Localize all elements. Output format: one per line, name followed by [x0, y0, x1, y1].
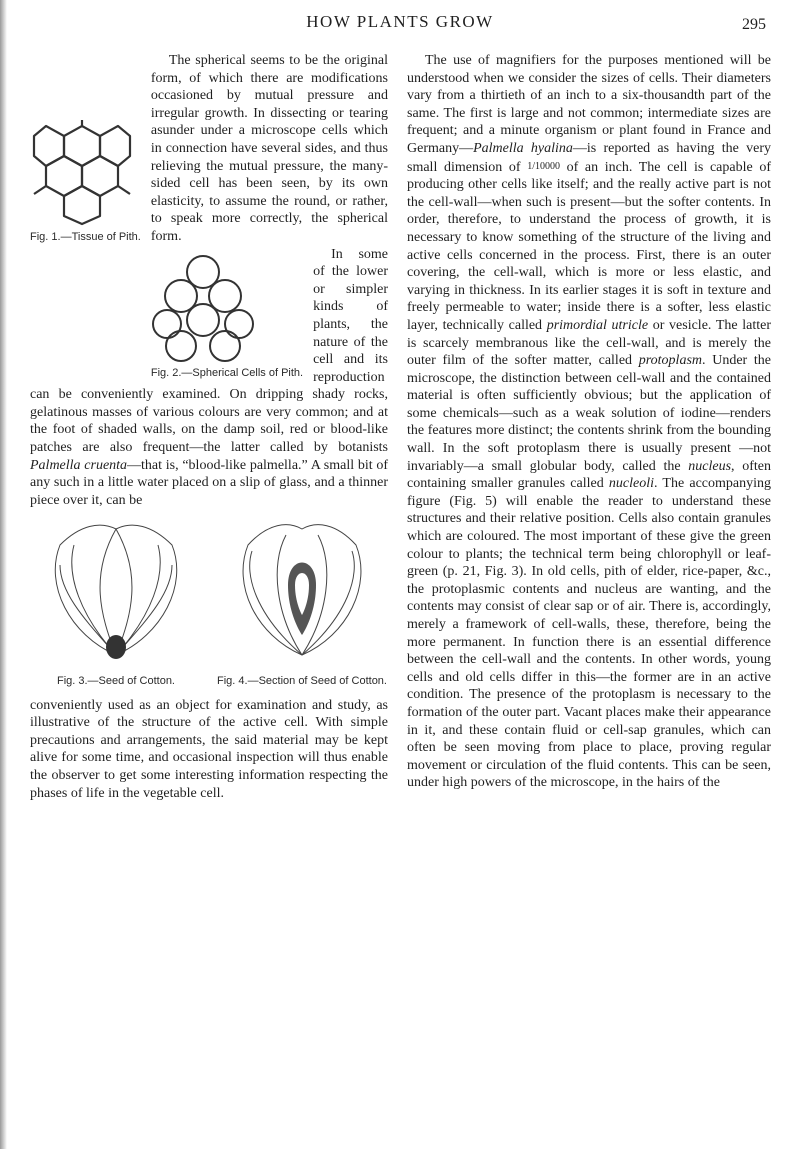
text-segment: of an inch. The cell is capable of producing other cells like itself; and the really active part is not the cell-wall—when such is present—but the softer contents. In order, therefore, to understand the process of growth, it is necessary to know something of the structure of the living and active cells concerned in the process. First, there is an outer covering, the cell-wall, which is more or less elastic, and varying in thickness. In its earlier stages it is soft in texture and freely permeable to water; inside there is a softer, less elastic layer, technically called: [407, 159, 771, 333]
page-header: [0, 6, 800, 36]
palmella-hyalina-term: Palmella hyalina: [473, 140, 573, 156]
figure-2: [151, 252, 303, 383]
text-segment: , often containing smaller granules called: [407, 458, 772, 492]
paragraph-palmella: [30, 246, 388, 510]
paragraph-active-cell: conveniently used as an object for examination and study, as illustrative of the structure of the active cell. With simple precautions and arrangements, the said material may be kept alive for some time, and occasional inspection will thus enable the observer to get some interesting information respecting the phases of life in the vegetable cell.: [30, 697, 388, 801]
protoplasm-term: protoplasm: [638, 353, 703, 369]
fraction-value: 1/10000: [527, 160, 560, 172]
figures-cotton: [30, 515, 388, 690]
figure-1: [30, 120, 141, 247]
right-column: [407, 52, 771, 792]
text-segment: . The accompanying figure (Fig. 5) will enable the reader to understand these structures and their relative position. Cells also contain granules which are coloured. The most important of these give the green colour to plants; the technical term being chlorophyll or leaf-green (p. 21, Fig. 3). In old cells, pith of elder, rice-paper, &c., the protoplasmic contents and nucleus are wanting, and the contents may consist of clear sap or of air. There is, accordingly, merely a framework of cell-walls, these, therefore, being the more permanent. In function there is an essential difference between the cell-wall and the contents. In other words, young cells and old cells differ in this—the former are in an active condition. The presence of the protoplasm is necessary to the formation of the outer part. Vacant places make their appearance in it, and these contain fluid or cell-sap granules, which can often be seen moving from place to place, proving regular movement or circulation of the fluid contents. This can be seen, under high powers of the microscope, in the hairs of the: [407, 476, 771, 791]
figure-2-caption: Fig. 2.—Spherical Cells of Pith.: [150, 366, 304, 379]
paragraph-palmella-text-2: —that is, “blood-like palmella.” A small bit of any such in a little water placed on a slip of glass, and a thinner piece over it, can be: [30, 457, 389, 508]
palmella-cruenta-term: Palmella cruenta: [30, 457, 128, 473]
cotton-seed-section-illustration: [216, 515, 388, 665]
text-segment: or vesicle. The latter is scarcely membranous like the cell-wall, and is merely the outer film of the softer matter, called: [407, 317, 771, 369]
paragraph-spherical-text: The spherical seems to be the original form, of which there are modifications occasioned by mutual pressure and irregular growth. In dissecting or tearing asunder under a microscope cells which in connection have several sides, and thus relieving the mutual pressure, the many-sided cell has been seen, by its own elasticity, to assume the round, or rather, to speak more correctly, the spherical form.: [150, 53, 388, 244]
paragraph-spherical: [30, 52, 388, 246]
page-number: 295: [742, 16, 766, 33]
cotton-seed-illustration: [30, 515, 202, 665]
figure-4: [216, 515, 388, 690]
text-segment: . Under the microscope, the distinction between cell-wall and the contained material is often sufficiently obvious; but the application of some chemicals—such as a weak solution of iodine—renders the features more distinct; the contents shrink from the bounding wall. In the soft protoplasm there is usually present —not invariably—a small globular body, called the: [407, 353, 771, 474]
nucleoli-term: nucleoli: [608, 476, 654, 492]
text-segment: The use of magnifiers for the purposes mentioned will be understood when we consider the sizes of cells. Their diameters vary from a thirtieth of an inch to a six-thousandth part of the same. The first is large and not common; intermediate sizes are frequent; and a minute organism or plant found in France and Germany—: [407, 53, 771, 156]
page-edge-shadow: [0, 0, 7, 1149]
nucleus-term: nucleus: [688, 458, 732, 474]
figure-1-caption: Fig. 1.—Tissue of Pith.: [30, 231, 141, 243]
primordial-utricle-term: primordial utricle: [546, 317, 649, 333]
running-head: HOW PLANTS GROW: [306, 12, 494, 31]
paragraph-palmella-text: In some of the lower or simpler kinds of plants, the nature of the cell and its reproduction can be conveniently examined. On dripping shady rocks, gelatinous masses of various colours are very common; and at the foot of shaded walls, on the damp soil, red or blood-like patches are also frequent—the latter called by botanists: [30, 246, 388, 456]
figure-4-caption: Fig. 4.—Section of Seed of Cotton.: [217, 675, 387, 688]
left-column: [30, 52, 388, 802]
spherical-cells-illustration: [151, 252, 255, 364]
figure-3: [30, 515, 202, 690]
pith-tissue-illustration: [30, 120, 134, 228]
figure-3-caption: Fig. 3.—Seed of Cotton.: [56, 675, 175, 688]
text-segment: —is reported as having the very small dimension of: [407, 140, 771, 175]
paragraph-cell-structure: [407, 52, 771, 792]
